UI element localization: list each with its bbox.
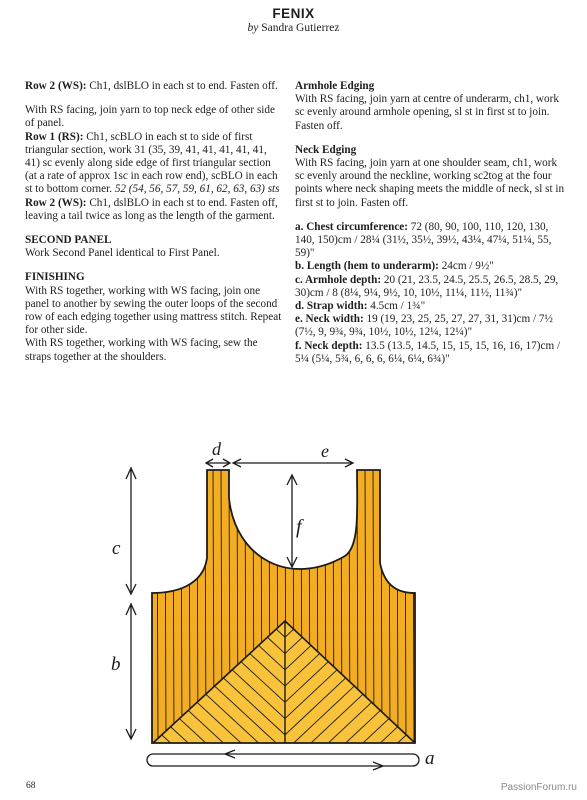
measurement-value: 13.5 (13.5, 14.5, 15, 15, 15, 16, 16, 17)cm / 5¼ (5¼, 5¾, 6, 6, 6, 6¼, 6¼, 6¾)" xyxy=(295,339,561,365)
measurement-d xyxy=(295,300,567,313)
second-panel-heading: SECOND PANEL xyxy=(25,234,112,247)
row1-stitch-count: 52 (54, 56, 57, 59, 61, 62, 63, 63) sts xyxy=(114,183,280,196)
neck-edging-heading: Neck Edging xyxy=(295,143,357,156)
measurement-label: e. Neck width: xyxy=(295,313,364,326)
row1-paragraph xyxy=(25,131,283,197)
left-column xyxy=(25,80,283,375)
finishing-paragraph-1: With RS together, working with WS facing, join one panel to another by sewing the outer loops of the second row of each edging together using mattress stitch. Repeat for other side. xyxy=(25,284,282,337)
row2-second-label: Row 2 (WS): xyxy=(25,196,87,209)
neck-edging-text: With RS facing, join yarn at one shoulder seam, ch1, work sc evenly around the neckline, working sc2tog at the four points where neck shaping meets the middle of neck, sl st in first st to join. Fasten off. xyxy=(295,157,565,209)
byline xyxy=(0,22,587,34)
row1-label: Row 1 (RS): xyxy=(25,130,84,143)
measurement-label: b. Length (hem to underarm): xyxy=(295,260,439,273)
measurement-label: c. Armhole depth: xyxy=(295,273,382,286)
rs-join-paragraph: With RS facing, join yarn to top neck edge of other side of panel. xyxy=(25,104,275,130)
dimension-d-label: d xyxy=(212,439,221,459)
row2-second-text: Ch1, dslBLO in each st to end. Fasten off, leaving a tail twice as long as the length of the garment. xyxy=(25,196,278,222)
measurement-f xyxy=(295,340,567,366)
dimension-c-label: c xyxy=(112,538,121,559)
measurement-label: f. Neck depth: xyxy=(295,339,363,352)
measurement-b xyxy=(295,260,567,273)
measurement-c xyxy=(295,274,567,300)
armhole-edging-heading: Armhole Edging xyxy=(295,80,375,92)
pattern-title: FENIX xyxy=(272,6,315,21)
site-watermark: PassionForum.ru xyxy=(500,782,577,793)
measurement-value: 24cm / 9½" xyxy=(438,260,494,273)
row2-label: Row 2 (WS): xyxy=(25,80,87,92)
row2-text: Ch1, dslBLO in each st to end. Fasten off. xyxy=(86,80,278,92)
measurement-value: 4.5cm / 1¾" xyxy=(367,300,426,313)
byline-by: by xyxy=(247,22,259,34)
measurement-a xyxy=(295,221,567,261)
author-name: Sandra Gutierrez xyxy=(261,22,340,34)
dimension-e-label: e xyxy=(321,441,329,461)
measurement-value: 72 (80, 90, 100, 110, 120, 130, 140, 150)cm / 28¼ (31½, 35½, 39½, 43¼, 47¼, 51¼, 55, 59)" xyxy=(295,220,552,260)
page-number: 68 xyxy=(26,781,36,791)
measurement-label: d. Strap width: xyxy=(295,300,368,313)
second-panel-text: Work Second Panel identical to First Panel. xyxy=(25,247,220,260)
dimension-a-label: a xyxy=(425,748,435,769)
measurements-list xyxy=(295,221,567,366)
row2-second-paragraph xyxy=(25,197,283,223)
finishing-paragraph-2: With RS together, working with WS facing, sew the straps together at the shoulders. xyxy=(25,337,258,363)
right-column xyxy=(295,80,567,366)
row2-first-paragraph xyxy=(25,80,283,93)
finishing-heading: FINISHING xyxy=(25,271,85,284)
dimension-b-label: b xyxy=(111,654,121,675)
row1-text: Ch1, scBLO in each st to side of first triangular section, work 31 (35, 39, 41, 41, 41, 41, 41, 41) sc evenly along side edge of first triangular section (at a rate of approx 1sc in each row end), scBLO in each st to bottom corner. xyxy=(25,130,278,196)
dimension-f-label: f xyxy=(296,516,302,538)
measurement-value: 20 (21, 23.5, 24.5, 25.5, 26.5, 28.5, 29, 30)cm / 8 (8¼, 9¼, 9½, 10, 10½, 11¼, 11½, 11¾)" xyxy=(295,273,559,299)
armhole-edging-text: With RS facing, join yarn at centre of underarm, ch1, work sc evenly around armhole opening, sl st in first st to join. Fasten off. xyxy=(295,93,559,132)
schematic-diagram xyxy=(95,438,495,778)
measurement-e xyxy=(295,313,567,339)
measurement-value: 19 (19, 23, 25, 25, 27, 27, 31, 31)cm / 7½ (7½, 9, 9¾, 9¾, 10½, 10½, 12¼, 12¼)" xyxy=(295,313,553,339)
page-header xyxy=(0,6,587,34)
measurement-label: a. Chest circumference: xyxy=(295,220,408,233)
